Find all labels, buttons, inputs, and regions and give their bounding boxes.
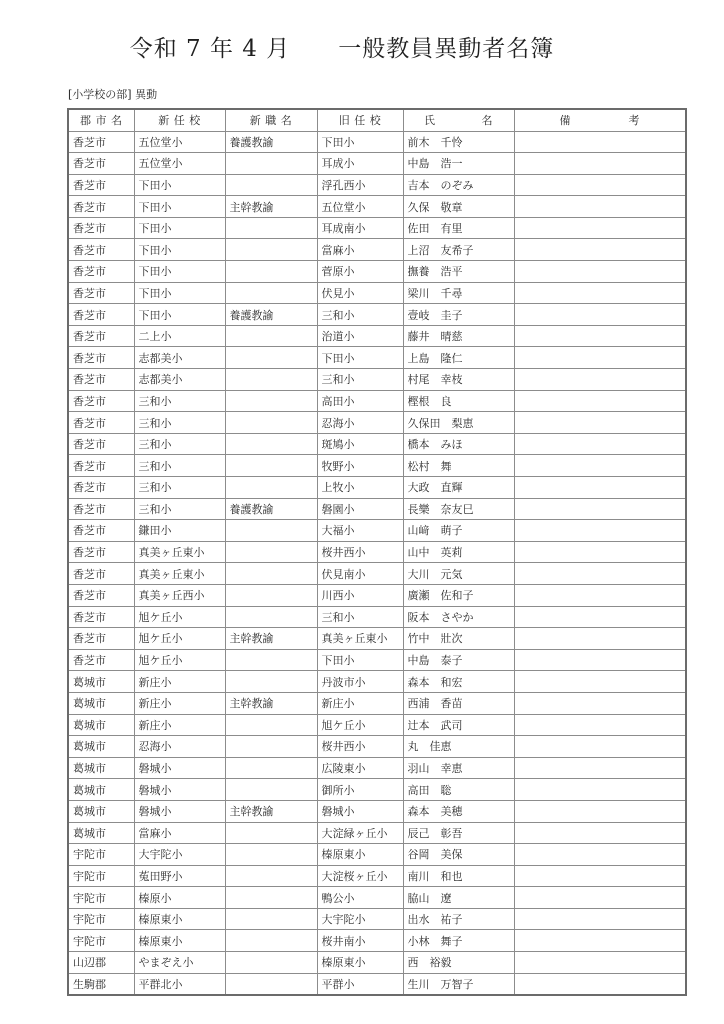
cell-remarks — [514, 973, 686, 995]
cell-new-school: 真美ヶ丘西小 — [134, 584, 225, 606]
cell-remarks — [514, 606, 686, 628]
cell-new-position — [225, 584, 317, 606]
cell-remarks — [514, 261, 686, 283]
cell-name: 廣瀬 佐和子 — [403, 584, 514, 606]
cell-new-school: 新庄小 — [134, 692, 225, 714]
cell-new-school: 志都美小 — [134, 369, 225, 391]
cell-name: 上島 隆仁 — [403, 347, 514, 369]
cell-name: 久保 敬章 — [403, 196, 514, 218]
cell-district: 葛城市 — [68, 692, 134, 714]
table-row — [68, 628, 686, 650]
cell-remarks — [514, 412, 686, 434]
table-row — [68, 649, 686, 671]
cell-new-position — [225, 671, 317, 693]
cell-new-school: 榛原東小 — [134, 930, 225, 952]
cell-district: 香芝市 — [68, 369, 134, 391]
cell-old-school: 上牧小 — [317, 477, 403, 499]
header-district: 郡 市 名 — [68, 109, 134, 131]
cell-name: 長樂 奈友巳 — [403, 498, 514, 520]
cell-old-school: 桜井西小 — [317, 736, 403, 758]
table-row — [68, 692, 686, 714]
cell-name: 中島 浩一 — [403, 153, 514, 175]
cell-old-school: 斑鳩小 — [317, 433, 403, 455]
cell-new-school: 下田小 — [134, 261, 225, 283]
cell-new-position — [225, 887, 317, 909]
cell-name: 高田 聡 — [403, 779, 514, 801]
cell-new-school: 旭ケ丘小 — [134, 606, 225, 628]
table-row — [68, 174, 686, 196]
cell-remarks — [514, 217, 686, 239]
cell-old-school: 耳成南小 — [317, 217, 403, 239]
cell-name: 中島 泰子 — [403, 649, 514, 671]
cell-name: 生川 万智子 — [403, 973, 514, 995]
cell-old-school: 旭ケ丘小 — [317, 714, 403, 736]
cell-district: 葛城市 — [68, 822, 134, 844]
table-row — [68, 153, 686, 175]
cell-old-school: 御所小 — [317, 779, 403, 801]
cell-name: 佐田 有里 — [403, 217, 514, 239]
cell-new-position — [225, 347, 317, 369]
transfer-roster-table — [67, 108, 687, 996]
cell-old-school: 菅原小 — [317, 261, 403, 283]
cell-new-school: 榛原東小 — [134, 908, 225, 930]
cell-new-school: 五位堂小 — [134, 153, 225, 175]
cell-new-position — [225, 714, 317, 736]
cell-name: 大政 直輝 — [403, 477, 514, 499]
cell-name: 出水 祐子 — [403, 908, 514, 930]
cell-remarks — [514, 563, 686, 585]
table-row — [68, 844, 686, 866]
table-row — [68, 757, 686, 779]
cell-district: 香芝市 — [68, 174, 134, 196]
table-row — [68, 671, 686, 693]
cell-remarks — [514, 433, 686, 455]
cell-old-school: 真美ヶ丘東小 — [317, 628, 403, 650]
cell-district: 生駒郡 — [68, 973, 134, 995]
cell-name: 山﨑 萌子 — [403, 520, 514, 542]
cell-name: 西 裕毅 — [403, 952, 514, 974]
cell-remarks — [514, 131, 686, 153]
cell-new-position — [225, 908, 317, 930]
cell-district: 香芝市 — [68, 217, 134, 239]
cell-name: 丸 佳恵 — [403, 736, 514, 758]
cell-new-school: 真美ヶ丘東小 — [134, 563, 225, 585]
cell-remarks — [514, 649, 686, 671]
cell-name: 西浦 香苗 — [403, 692, 514, 714]
cell-new-school: 下田小 — [134, 282, 225, 304]
table-row — [68, 952, 686, 974]
cell-district: 香芝市 — [68, 347, 134, 369]
cell-new-school: 鎌田小 — [134, 520, 225, 542]
table-row — [68, 973, 686, 995]
cell-new-position: 主幹教諭 — [225, 628, 317, 650]
cell-old-school: 下田小 — [317, 649, 403, 671]
cell-new-position — [225, 844, 317, 866]
cell-district: 香芝市 — [68, 498, 134, 520]
cell-name: 撫養 浩平 — [403, 261, 514, 283]
cell-remarks — [514, 800, 686, 822]
cell-new-position: 主幹教諭 — [225, 800, 317, 822]
table-row — [68, 347, 686, 369]
cell-new-school: 志都美小 — [134, 347, 225, 369]
cell-remarks — [514, 520, 686, 542]
cell-old-school: 牧野小 — [317, 455, 403, 477]
cell-new-school: 五位堂小 — [134, 131, 225, 153]
cell-new-position — [225, 865, 317, 887]
table-row — [68, 217, 686, 239]
cell-remarks — [514, 304, 686, 326]
cell-new-position — [225, 930, 317, 952]
cell-new-school: 三和小 — [134, 390, 225, 412]
cell-new-school: 三和小 — [134, 477, 225, 499]
cell-remarks — [514, 671, 686, 693]
cell-old-school: 三和小 — [317, 606, 403, 628]
cell-new-school: 平群北小 — [134, 973, 225, 995]
cell-new-position — [225, 649, 317, 671]
cell-district: 香芝市 — [68, 390, 134, 412]
header-old-school: 旧 任 校 — [317, 109, 403, 131]
cell-name: 辻本 武司 — [403, 714, 514, 736]
cell-new-position — [225, 325, 317, 347]
cell-remarks — [514, 153, 686, 175]
cell-name: 大川 元気 — [403, 563, 514, 585]
cell-new-school: 二上小 — [134, 325, 225, 347]
cell-remarks — [514, 239, 686, 261]
cell-new-school: 菟田野小 — [134, 865, 225, 887]
cell-district: 葛城市 — [68, 714, 134, 736]
cell-remarks — [514, 541, 686, 563]
cell-name: 脇山 遼 — [403, 887, 514, 909]
page-title: 令和 7 年 4 月 一般教員異動者名簿 — [129, 36, 555, 62]
cell-district: 葛城市 — [68, 800, 134, 822]
cell-old-school: 治道小 — [317, 325, 403, 347]
cell-remarks — [514, 455, 686, 477]
cell-new-school: 大宇陀小 — [134, 844, 225, 866]
cell-district: 宇陀市 — [68, 865, 134, 887]
cell-new-school: 新庄小 — [134, 671, 225, 693]
cell-new-position — [225, 563, 317, 585]
table-row — [68, 131, 686, 153]
cell-new-school: 三和小 — [134, 412, 225, 434]
table-row — [68, 714, 686, 736]
cell-new-school: 下田小 — [134, 217, 225, 239]
cell-new-school: 真美ヶ丘東小 — [134, 541, 225, 563]
cell-old-school: 榛原東小 — [317, 844, 403, 866]
cell-new-school: 下田小 — [134, 174, 225, 196]
table-row — [68, 606, 686, 628]
cell-district: 宇陀市 — [68, 908, 134, 930]
cell-old-school: 伏見南小 — [317, 563, 403, 585]
table-row — [68, 412, 686, 434]
cell-district: 宇陀市 — [68, 844, 134, 866]
table-row — [68, 822, 686, 844]
cell-old-school: 浮孔西小 — [317, 174, 403, 196]
cell-new-position — [225, 174, 317, 196]
cell-new-position — [225, 973, 317, 995]
cell-district: 葛城市 — [68, 736, 134, 758]
cell-remarks — [514, 757, 686, 779]
cell-new-position — [225, 822, 317, 844]
cell-new-school: 旭ケ丘小 — [134, 628, 225, 650]
cell-old-school: 當麻小 — [317, 239, 403, 261]
table-row — [68, 261, 686, 283]
table-row — [68, 455, 686, 477]
cell-new-position: 養護教諭 — [225, 498, 317, 520]
header-remarks: 備 考 — [514, 109, 686, 131]
cell-name: 前木 千怜 — [403, 131, 514, 153]
cell-old-school: 下田小 — [317, 131, 403, 153]
cell-name: 村尾 幸枝 — [403, 369, 514, 391]
table-row — [68, 477, 686, 499]
cell-new-position — [225, 369, 317, 391]
cell-new-position — [225, 261, 317, 283]
table-row — [68, 930, 686, 952]
table-row — [68, 563, 686, 585]
cell-remarks — [514, 477, 686, 499]
cell-remarks — [514, 930, 686, 952]
cell-remarks — [514, 369, 686, 391]
cell-district: 香芝市 — [68, 649, 134, 671]
cell-old-school: 大淀緑ヶ丘小 — [317, 822, 403, 844]
cell-remarks — [514, 865, 686, 887]
cell-new-position: 主幹教諭 — [225, 196, 317, 218]
cell-new-position: 養護教諭 — [225, 131, 317, 153]
cell-district: 香芝市 — [68, 325, 134, 347]
table-row — [68, 304, 686, 326]
cell-old-school: 三和小 — [317, 369, 403, 391]
cell-name: 橋本 みほ — [403, 433, 514, 455]
cell-district: 葛城市 — [68, 779, 134, 801]
cell-new-position: 主幹教諭 — [225, 692, 317, 714]
cell-name: 小林 舞子 — [403, 930, 514, 952]
cell-old-school: 大宇陀小 — [317, 908, 403, 930]
cell-old-school: 大淀桜ヶ丘小 — [317, 865, 403, 887]
table-row — [68, 800, 686, 822]
cell-old-school: 磐城小 — [317, 800, 403, 822]
cell-district: 宇陀市 — [68, 887, 134, 909]
cell-old-school: 桜井南小 — [317, 930, 403, 952]
cell-new-position — [225, 455, 317, 477]
cell-new-school: やまぞえ小 — [134, 952, 225, 974]
cell-new-position — [225, 541, 317, 563]
cell-district: 葛城市 — [68, 671, 134, 693]
cell-district: 香芝市 — [68, 282, 134, 304]
cell-new-school: 榛原小 — [134, 887, 225, 909]
cell-name: 梁川 千尋 — [403, 282, 514, 304]
cell-name: 阪本 さやか — [403, 606, 514, 628]
cell-remarks — [514, 584, 686, 606]
cell-district: 香芝市 — [68, 477, 134, 499]
cell-new-position — [225, 779, 317, 801]
cell-old-school: 磐園小 — [317, 498, 403, 520]
cell-remarks — [514, 498, 686, 520]
cell-new-school: 磐城小 — [134, 779, 225, 801]
cell-new-school: 磐城小 — [134, 757, 225, 779]
table-row — [68, 541, 686, 563]
table-row — [68, 908, 686, 930]
cell-remarks — [514, 822, 686, 844]
cell-old-school: 川西小 — [317, 584, 403, 606]
cell-old-school: 大福小 — [317, 520, 403, 542]
cell-name: 藤井 晴慈 — [403, 325, 514, 347]
table-row — [68, 325, 686, 347]
cell-remarks — [514, 714, 686, 736]
cell-new-position — [225, 477, 317, 499]
cell-new-school: 磐城小 — [134, 800, 225, 822]
cell-old-school: 五位堂小 — [317, 196, 403, 218]
cell-old-school: 三和小 — [317, 304, 403, 326]
cell-district: 葛城市 — [68, 757, 134, 779]
cell-district: 香芝市 — [68, 606, 134, 628]
table-row — [68, 282, 686, 304]
table-header — [68, 109, 686, 131]
cell-new-position: 養護教諭 — [225, 304, 317, 326]
header-name: 氏 名 — [403, 109, 514, 131]
cell-new-position — [225, 606, 317, 628]
table-row — [68, 520, 686, 542]
cell-old-school: 榛原東小 — [317, 952, 403, 974]
cell-name: 森本 美穂 — [403, 800, 514, 822]
cell-old-school: 下田小 — [317, 347, 403, 369]
cell-remarks — [514, 390, 686, 412]
cell-new-school: 下田小 — [134, 239, 225, 261]
cell-name: 上沼 友希子 — [403, 239, 514, 261]
cell-remarks — [514, 779, 686, 801]
cell-district: 香芝市 — [68, 412, 134, 434]
cell-new-school: 當麻小 — [134, 822, 225, 844]
cell-old-school: 丹波市小 — [317, 671, 403, 693]
cell-name: 羽山 幸恵 — [403, 757, 514, 779]
cell-old-school: 桜井西小 — [317, 541, 403, 563]
cell-new-school: 旭ケ丘小 — [134, 649, 225, 671]
cell-new-school: 三和小 — [134, 455, 225, 477]
cell-name: 樫根 良 — [403, 390, 514, 412]
table-row — [68, 736, 686, 758]
cell-remarks — [514, 282, 686, 304]
cell-remarks — [514, 628, 686, 650]
cell-new-position — [225, 239, 317, 261]
cell-district: 香芝市 — [68, 261, 134, 283]
cell-new-school: 下田小 — [134, 196, 225, 218]
cell-name: 南川 和也 — [403, 865, 514, 887]
cell-district: 香芝市 — [68, 563, 134, 585]
table-body — [68, 131, 686, 995]
header-row — [68, 109, 686, 131]
cell-remarks — [514, 736, 686, 758]
cell-old-school: 広陵東小 — [317, 757, 403, 779]
cell-remarks — [514, 174, 686, 196]
cell-district: 香芝市 — [68, 239, 134, 261]
cell-old-school: 忍海小 — [317, 412, 403, 434]
cell-district: 山辺郡 — [68, 952, 134, 974]
table-row — [68, 498, 686, 520]
cell-old-school: 伏見小 — [317, 282, 403, 304]
cell-name: 山中 英莉 — [403, 541, 514, 563]
cell-new-position — [225, 282, 317, 304]
cell-remarks — [514, 692, 686, 714]
table-row — [68, 584, 686, 606]
cell-district: 香芝市 — [68, 433, 134, 455]
cell-remarks — [514, 908, 686, 930]
cell-name: 辰己 彰吾 — [403, 822, 514, 844]
cell-remarks — [514, 952, 686, 974]
cell-remarks — [514, 196, 686, 218]
cell-district: 香芝市 — [68, 153, 134, 175]
cell-new-position — [225, 757, 317, 779]
cell-name: 竹中 壯次 — [403, 628, 514, 650]
cell-new-position — [225, 153, 317, 175]
cell-new-school: 忍海小 — [134, 736, 225, 758]
cell-old-school: 高田小 — [317, 390, 403, 412]
cell-district: 香芝市 — [68, 455, 134, 477]
cell-new-school: 新庄小 — [134, 714, 225, 736]
cell-new-position — [225, 390, 317, 412]
section-label: [小学校の部] 異動 — [68, 88, 158, 101]
cell-district: 香芝市 — [68, 541, 134, 563]
cell-remarks — [514, 887, 686, 909]
cell-remarks — [514, 325, 686, 347]
table-row — [68, 239, 686, 261]
cell-name: 吉本 のぞみ — [403, 174, 514, 196]
table-row — [68, 369, 686, 391]
table-row — [68, 433, 686, 455]
cell-old-school: 新庄小 — [317, 692, 403, 714]
cell-new-school: 三和小 — [134, 433, 225, 455]
cell-new-school: 下田小 — [134, 304, 225, 326]
table-row — [68, 887, 686, 909]
table-row — [68, 196, 686, 218]
cell-old-school: 鴨公小 — [317, 887, 403, 909]
table-row — [68, 390, 686, 412]
cell-new-position — [225, 217, 317, 239]
cell-old-school: 耳成小 — [317, 153, 403, 175]
cell-new-position — [225, 433, 317, 455]
table-row — [68, 779, 686, 801]
cell-new-position — [225, 736, 317, 758]
cell-new-position — [225, 412, 317, 434]
cell-new-school: 三和小 — [134, 498, 225, 520]
cell-name: 谷岡 美保 — [403, 844, 514, 866]
cell-remarks — [514, 347, 686, 369]
cell-district: 香芝市 — [68, 304, 134, 326]
cell-district: 香芝市 — [68, 131, 134, 153]
cell-district: 香芝市 — [68, 520, 134, 542]
cell-district: 香芝市 — [68, 196, 134, 218]
cell-district: 香芝市 — [68, 628, 134, 650]
cell-name: 森本 和宏 — [403, 671, 514, 693]
cell-new-position — [225, 952, 317, 974]
cell-name: 久保田 梨恵 — [403, 412, 514, 434]
cell-name: 松村 舞 — [403, 455, 514, 477]
header-new-school: 新 任 校 — [134, 109, 225, 131]
cell-new-position — [225, 520, 317, 542]
cell-old-school: 平群小 — [317, 973, 403, 995]
cell-district: 宇陀市 — [68, 930, 134, 952]
cell-district: 香芝市 — [68, 584, 134, 606]
table-row — [68, 865, 686, 887]
header-new-position: 新 職 名 — [225, 109, 317, 131]
cell-remarks — [514, 844, 686, 866]
cell-name: 壹岐 圭子 — [403, 304, 514, 326]
